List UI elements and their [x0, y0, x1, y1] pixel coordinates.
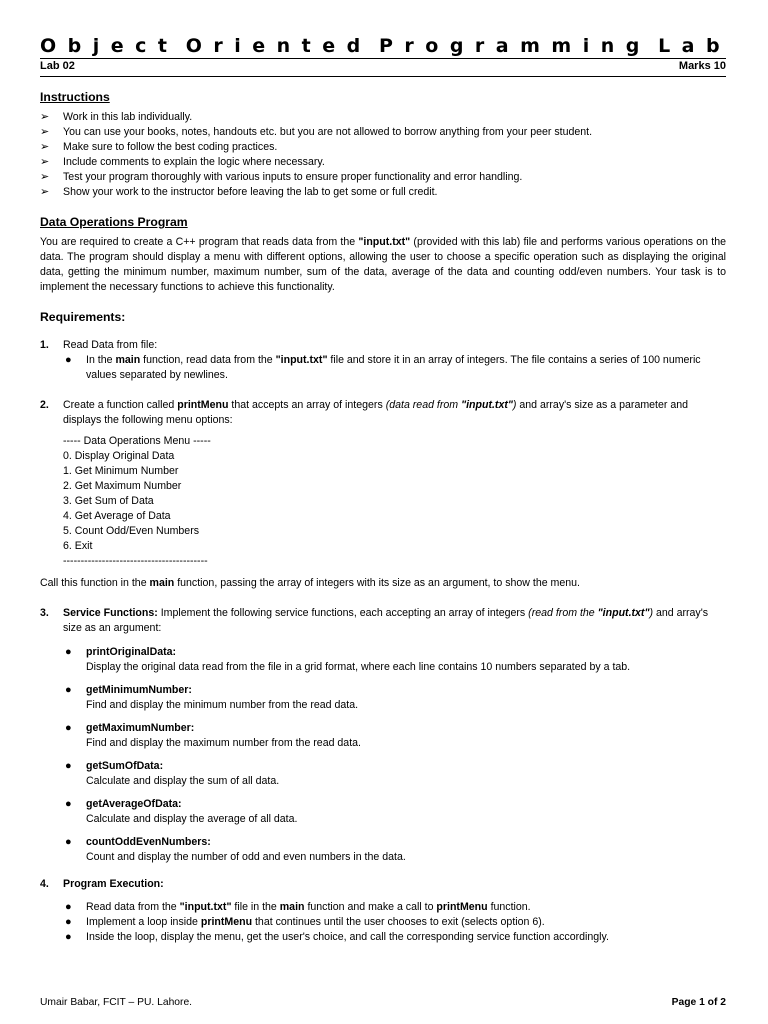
title-word: Oriented	[185, 35, 372, 57]
title-word: Lab	[658, 35, 732, 57]
requirement-title: Read Data from file:	[63, 339, 158, 351]
lab-number: Lab 02	[40, 60, 75, 72]
page-footer	[40, 995, 726, 1010]
bullet-icon: ●	[65, 760, 72, 772]
list-item: ● getMinimumNumber: Find and display the minimum number from the read data.	[65, 684, 359, 711]
program-heading: Data Operations Program	[40, 215, 188, 229]
document-body	[40, 88, 726, 945]
arrow-bullet-icon: ➢	[40, 171, 50, 183]
list-item: ➢ Include comments to explain the logic where necessary.	[40, 156, 325, 168]
requirement-number: 4.	[40, 878, 49, 890]
instructions-heading: Instructions	[40, 90, 110, 104]
call-instruction: Call this function in the main function, passing the array of integers with its size as an argument, to show the menu.	[40, 577, 580, 589]
list-item: ● getSumOfData: Calculate and display the sum of all data.	[65, 760, 280, 787]
arrow-bullet-icon: ➢	[40, 156, 50, 168]
requirement-2	[40, 398, 726, 569]
requirement-3	[40, 606, 726, 865]
header-meta	[40, 59, 726, 74]
list-item: ● Inside the loop, display the menu, get the user's choice, and call the corresponding service function accordingly.	[65, 931, 609, 943]
bullet-icon: ●	[65, 684, 72, 696]
menu-line: 5. Count Odd/Even Numbers	[63, 525, 200, 537]
list-item: ● getAverageOfData: Calculate and display the average of all data.	[65, 798, 298, 825]
list-item: ➢ Test your program thoroughly with various inputs to ensure proper functionality and error handling.	[40, 171, 523, 183]
arrow-bullet-icon: ➢	[40, 111, 50, 123]
requirements-heading: Requirements:	[40, 310, 126, 324]
requirement-4	[40, 877, 726, 945]
title-word: Programming	[378, 35, 651, 57]
menu-line: -----------------------------------------	[63, 555, 208, 567]
instructions-list	[40, 110, 726, 200]
arrow-bullet-icon: ➢	[40, 141, 50, 153]
document-title	[40, 34, 732, 58]
bullet-icon: ●	[65, 901, 72, 913]
bullet-icon: ●	[65, 931, 72, 943]
menu-line: 0. Display Original Data	[63, 450, 175, 462]
list-item: ● countOddEvenNumbers: Count and display the number of odd and even numbers in the data.	[65, 836, 406, 863]
list-item: ● In the main function, read data from the "input.txt" file and store it in an array of integers. The file contains a series of 100 numeric values separated by newlines.	[65, 354, 701, 381]
header-bottom-divider	[40, 76, 726, 77]
list-item: ➢ Work in this lab individually.	[40, 111, 193, 123]
requirement-number: 3.	[40, 607, 49, 619]
list-item: ● printOriginalData: Display the original data read from the file in a grid format, where each line contains 10 numbers separated by a tab.	[65, 646, 631, 673]
bullet-icon: ●	[65, 836, 72, 848]
bullet-icon: ●	[65, 354, 72, 366]
menu-line: 4. Get Average of Data	[63, 510, 171, 522]
menu-options	[63, 434, 726, 569]
arrow-bullet-icon: ➢	[40, 186, 50, 198]
requirement-text: Create a function called printMenu that accepts an array of integers (data read from "input.txt") and array's size as a parameter and displays the following menu options:	[63, 399, 689, 426]
bullet-icon: ●	[65, 646, 72, 658]
requirement-number: 1.	[40, 339, 49, 351]
requirement-number: 2.	[40, 399, 49, 411]
footer-author: Umair Babar, FCIT – PU. Lahore.	[40, 997, 193, 1008]
service-functions-list	[63, 645, 726, 865]
menu-line: 3. Get Sum of Data	[63, 495, 154, 507]
bullet-icon: ●	[65, 722, 72, 734]
title-word: Object	[40, 35, 179, 57]
bullet-icon: ●	[65, 798, 72, 810]
arrow-bullet-icon: ➢	[40, 126, 50, 138]
list-item: ● Implement a loop inside printMenu that continues until the user chooses to exit (selects option 6).	[65, 916, 545, 928]
list-item: ➢ Show your work to the instructor before leaving the lab to get some or full credit.	[40, 186, 438, 198]
program-description: You are required to create a C++ program that reads data from the "input.txt" (provided with this lab) file and performs various operations on the data. The program should display a menu with different options, allowing the user to choose a specific operation such as displaying the original data, getting the minimum number, maximum number, sum of the data, average of the data and counting odd/even numbers. Your task is to implement the necessary functions to achieve this functionality.	[40, 236, 726, 293]
bullet-icon: ●	[65, 916, 72, 928]
list-item: ➢ Make sure to follow the best coding practices.	[40, 141, 278, 153]
requirement-text: Service Functions: Implement the following service functions, each accepting an array of integers (read from the "input.txt") and array's size as an argument:	[63, 607, 709, 634]
menu-line: 6. Exit	[63, 540, 93, 552]
list-item: ● Read data from the "input.txt" file in the main function and make a call to printMenu function.	[65, 901, 531, 913]
requirement-title: Program Execution:	[63, 878, 164, 890]
menu-line: ----- Data Operations Menu -----	[63, 435, 211, 447]
requirement-bullets	[63, 900, 726, 945]
list-item: ➢ You can use your books, notes, handouts etc. but you are not allowed to borrow anything from your peer student.	[40, 126, 593, 138]
marks: Marks 10	[678, 60, 726, 72]
menu-line: 1. Get Minimum Number	[63, 465, 179, 477]
requirement-bullets	[63, 353, 726, 383]
page-number: Page 1 of 2	[671, 997, 726, 1008]
requirement-1	[40, 338, 726, 383]
menu-line: 2. Get Maximum Number	[63, 480, 182, 492]
list-item: ● getMaximumNumber: Find and display the maximum number from the read data.	[65, 722, 361, 749]
